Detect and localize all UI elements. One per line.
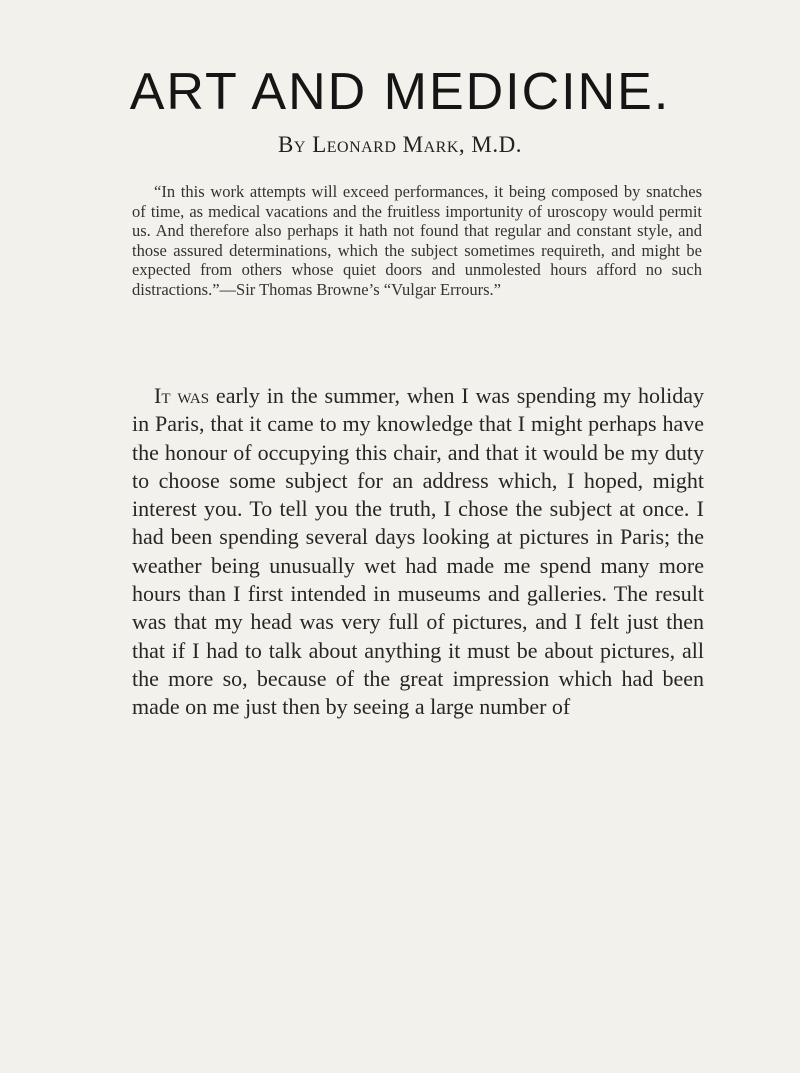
article-byline: By Leonard Mark, M.D. (278, 132, 522, 157)
opening-words: It was (154, 383, 210, 408)
body-paragraph-text: early in the summer, when I was spending my holiday in Paris, that it came to my knowledge that I might perhaps have the honour of occupying this chair, and that it would be my duty to choose some subject for an address which, I hoped, might interest you. To tell you the truth, I chose the subject at once. I had been spending several days looking at pictures in Paris; the weather being unusually wet had made me spend many more hours than I first intended in museums and galleries. The result was that my head was very full of pictures, and I felt just then that if I had to talk about anything it must be about pictures, all the more so, because of the great impression which had been made on me just then by seeing a large number of (132, 383, 704, 720)
article-title: ART AND MEDICINE. (129, 63, 671, 121)
body-paragraph (132, 382, 704, 722)
epigraph-quote: “In this work attempts will exceed performances, it being composed by snatches of time, as medical vacations and the fruitless importunity of uroscopy would permit us. And therefore also perhaps it hath not found that regular and constant style, and those assured determinations, which the subject sometimes requireth, and might be expected from others whose quiet doors and unmolested hours afford no such distractions.”—Sir Thomas Browne’s “Vulgar Errours.” (132, 182, 702, 299)
